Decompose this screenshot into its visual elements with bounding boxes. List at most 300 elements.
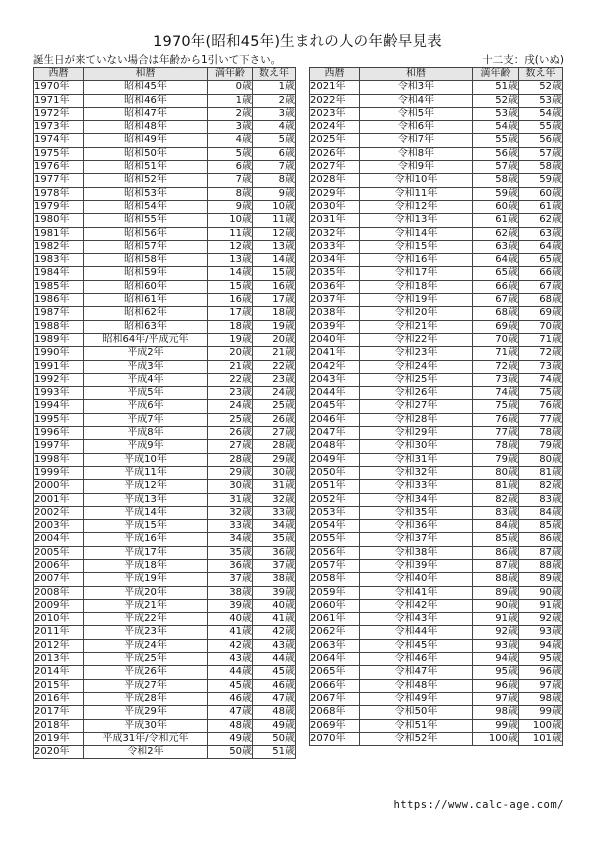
cell-mannen: 58歳 [473,174,519,187]
cell-wareki: 令和24年 [360,360,473,373]
cell-wareki: 令和29年 [360,427,473,440]
cell-seireki: 2027年 [310,161,360,174]
cell-mannen: 100歳 [473,732,519,745]
table-row [34,147,296,160]
cell-kazoe: 9歳 [253,187,296,200]
cell-seireki: 2010年 [34,613,84,626]
table-row [34,573,296,586]
cell-mannen: 68歳 [473,307,519,320]
cell-kazoe: 76歳 [519,400,563,413]
table-row [310,81,563,94]
cell-kazoe: 15歳 [253,267,296,280]
cell-wareki: 令和20年 [360,307,473,320]
cell-mannen: 98歳 [473,706,519,719]
cell-kazoe: 70歳 [519,320,563,333]
table-row [310,639,563,652]
cell-wareki: 令和39年 [360,559,473,572]
table-row [34,161,296,174]
cell-seireki: 2041年 [310,347,360,360]
table-row [34,94,296,107]
cell-seireki: 2026年 [310,147,360,160]
cell-seireki: 2069年 [310,719,360,732]
cell-kazoe: 42歳 [253,626,296,639]
table-row [34,520,296,533]
cell-seireki: 2039年 [310,320,360,333]
cell-kazoe: 75歳 [519,387,563,400]
cell-seireki: 2014年 [34,666,84,679]
table-row [310,240,563,253]
cell-wareki: 令和50年 [360,706,473,719]
cell-seireki: 2045年 [310,400,360,413]
cell-wareki: 昭和57年 [84,240,208,253]
cell-seireki: 2061年 [310,613,360,626]
table-row [310,413,563,426]
table-row [310,692,563,705]
cell-wareki: 平成26年 [84,666,208,679]
cell-mannen: 91歳 [473,613,519,626]
cell-mannen: 41歳 [208,626,253,639]
cell-wareki: 平成24年 [84,639,208,652]
cell-seireki: 2011年 [34,626,84,639]
cell-wareki: 令和33年 [360,480,473,493]
cell-wareki: 令和9年 [360,161,473,174]
cell-kazoe: 89歳 [519,573,563,586]
table-row [310,280,563,293]
cell-kazoe: 83歳 [519,493,563,506]
cell-kazoe: 56歳 [519,134,563,147]
cell-mannen: 4歳 [208,134,253,147]
cell-kazoe: 30歳 [253,466,296,479]
cell-mannen: 72歳 [473,360,519,373]
header-wareki: 和暦 [360,68,473,81]
cell-mannen: 60歳 [473,200,519,213]
cell-mannen: 54歳 [473,121,519,134]
cell-seireki: 2054年 [310,520,360,533]
cell-wareki: 平成29年 [84,706,208,719]
cell-seireki: 1979年 [34,200,84,213]
table-row [310,134,563,147]
cell-seireki: 1985年 [34,280,84,293]
cell-wareki: 令和6年 [360,121,473,134]
cell-seireki: 1982年 [34,240,84,253]
cell-wareki: 令和31年 [360,453,473,466]
table-row [310,161,563,174]
cell-seireki: 2022年 [310,94,360,107]
cell-seireki: 2063年 [310,639,360,652]
cell-seireki: 2055年 [310,533,360,546]
cell-mannen: 29歳 [208,466,253,479]
cell-seireki: 1987年 [34,307,84,320]
table-row [34,546,296,559]
cell-kazoe: 14歳 [253,254,296,267]
cell-kazoe: 41歳 [253,613,296,626]
cell-seireki: 2036年 [310,280,360,293]
cell-mannen: 99歳 [473,719,519,732]
table-row [34,307,296,320]
cell-seireki: 1993年 [34,387,84,400]
cell-mannen: 82歳 [473,493,519,506]
table-row [310,546,563,559]
cell-mannen: 49歳 [208,732,253,745]
cell-wareki: 令和51年 [360,719,473,732]
footer-url-link[interactable]: https://www.calc-age.com/ [393,799,564,811]
cell-mannen: 27歳 [208,440,253,453]
cell-mannen: 1歳 [208,94,253,107]
table-row [34,214,296,227]
cell-mannen: 77歳 [473,427,519,440]
cell-seireki: 1988年 [34,320,84,333]
cell-mannen: 26歳 [208,427,253,440]
cell-seireki: 2053年 [310,506,360,519]
cell-seireki: 2029年 [310,187,360,200]
cell-kazoe: 40歳 [253,599,296,612]
cell-wareki: 令和19年 [360,294,473,307]
table-row [310,360,563,373]
table-row [34,480,296,493]
cell-seireki: 1994年 [34,400,84,413]
cell-kazoe: 31歳 [253,480,296,493]
table-row [310,347,563,360]
cell-kazoe: 46歳 [253,679,296,692]
cell-kazoe: 87歳 [519,546,563,559]
cell-seireki: 2043年 [310,373,360,386]
cell-wareki: 平成25年 [84,653,208,666]
cell-mannen: 36歳 [208,559,253,572]
table-row [34,413,296,426]
cell-seireki: 2008年 [34,586,84,599]
cell-kazoe: 49歳 [253,719,296,732]
cell-seireki: 2044年 [310,387,360,400]
cell-seireki: 2068年 [310,706,360,719]
cell-seireki: 2012年 [34,639,84,652]
cell-wareki: 平成14年 [84,506,208,519]
cell-wareki: 昭和46年 [84,94,208,107]
cell-seireki: 1976年 [34,161,84,174]
cell-seireki: 2040年 [310,333,360,346]
cell-wareki: 平成13年 [84,493,208,506]
table-body-right [310,81,563,746]
cell-kazoe: 100歳 [519,719,563,732]
table-row [34,134,296,147]
cell-kazoe: 16歳 [253,280,296,293]
cell-mannen: 42歳 [208,639,253,652]
cell-seireki: 1999年 [34,466,84,479]
cell-mannen: 56歳 [473,147,519,160]
cell-seireki: 2066年 [310,679,360,692]
cell-mannen: 61歳 [473,214,519,227]
cell-kazoe: 77歳 [519,413,563,426]
cell-kazoe: 5歳 [253,134,296,147]
cell-kazoe: 74歳 [519,373,563,386]
table-row [310,427,563,440]
table-row [310,480,563,493]
cell-mannen: 45歳 [208,679,253,692]
cell-mannen: 84歳 [473,520,519,533]
table-row [34,280,296,293]
cell-kazoe: 92歳 [519,613,563,626]
cell-kazoe: 39歳 [253,586,296,599]
cell-kazoe: 69歳 [519,307,563,320]
table-row [34,613,296,626]
table-row [34,174,296,187]
cell-kazoe: 8歳 [253,174,296,187]
table-row [34,506,296,519]
page-title: 1970年(昭和45年)生まれの人の年齢早見表 [153,34,442,50]
cell-mannen: 64歳 [473,254,519,267]
table-row [34,121,296,134]
table-row [310,333,563,346]
cell-seireki: 1983年 [34,254,84,267]
header-seireki: 西暦 [310,68,360,81]
age-table-left [33,67,296,759]
cell-mannen: 65歳 [473,267,519,280]
cell-mannen: 57歳 [473,161,519,174]
cell-seireki: 1970年 [34,81,84,94]
cell-mannen: 3歳 [208,121,253,134]
header-seireki: 西暦 [34,68,84,81]
cell-wareki: 平成18年 [84,559,208,572]
cell-mannen: 86歳 [473,546,519,559]
cell-wareki: 平成10年 [84,453,208,466]
cell-seireki: 2013年 [34,653,84,666]
cell-wareki: 昭和64年/平成元年 [84,333,208,346]
cell-mannen: 83歳 [473,506,519,519]
cell-wareki: 令和26年 [360,387,473,400]
cell-mannen: 76歳 [473,413,519,426]
cell-mannen: 70歳 [473,333,519,346]
cell-seireki: 2016年 [34,692,84,705]
table-row [310,453,563,466]
cell-kazoe: 32歳 [253,493,296,506]
cell-wareki: 令和34年 [360,493,473,506]
cell-wareki: 令和46年 [360,653,473,666]
cell-kazoe: 80歳 [519,453,563,466]
table-row [34,81,296,94]
cell-seireki: 2033年 [310,240,360,253]
table-body-left [34,81,296,759]
cell-wareki: 昭和61年 [84,294,208,307]
cell-mannen: 75歳 [473,400,519,413]
cell-seireki: 1991年 [34,360,84,373]
cell-seireki: 2038年 [310,307,360,320]
cell-kazoe: 24歳 [253,387,296,400]
cell-wareki: 昭和55年 [84,214,208,227]
cell-seireki: 1971年 [34,94,84,107]
cell-kazoe: 96歳 [519,666,563,679]
cell-seireki: 2003年 [34,520,84,533]
cell-mannen: 63歳 [473,240,519,253]
cell-kazoe: 22歳 [253,360,296,373]
cell-kazoe: 10歳 [253,200,296,213]
table-row [34,533,296,546]
cell-mannen: 59歳 [473,187,519,200]
cell-seireki: 2059年 [310,586,360,599]
cell-kazoe: 45歳 [253,666,296,679]
cell-kazoe: 97歳 [519,679,563,692]
cell-mannen: 78歳 [473,440,519,453]
cell-kazoe: 54歳 [519,107,563,120]
cell-wareki: 令和28年 [360,413,473,426]
cell-wareki: 令和42年 [360,599,473,612]
table-row [310,679,563,692]
cell-wareki: 平成19年 [84,573,208,586]
cell-seireki: 2015年 [34,679,84,692]
cell-kazoe: 21歳 [253,347,296,360]
cell-mannen: 48歳 [208,719,253,732]
cell-wareki: 令和35年 [360,506,473,519]
cell-kazoe: 63歳 [519,227,563,240]
cell-mannen: 35歳 [208,546,253,559]
cell-kazoe: 7歳 [253,161,296,174]
cell-wareki: 平成4年 [84,373,208,386]
cell-seireki: 1977年 [34,174,84,187]
cell-wareki: 令和36年 [360,520,473,533]
cell-seireki: 2070年 [310,732,360,745]
cell-wareki: 昭和63年 [84,320,208,333]
cell-seireki: 1986年 [34,294,84,307]
cell-seireki: 2018年 [34,719,84,732]
cell-wareki: 令和32年 [360,466,473,479]
cell-wareki: 平成30年 [84,719,208,732]
table-row [34,746,296,759]
cell-kazoe: 90歳 [519,586,563,599]
cell-kazoe: 37歳 [253,559,296,572]
cell-kazoe: 71歳 [519,333,563,346]
cell-wareki: 平成11年 [84,466,208,479]
table-row [310,440,563,453]
cell-wareki: 昭和58年 [84,254,208,267]
table-row [310,666,563,679]
table-row [310,320,563,333]
cell-seireki: 1980年 [34,214,84,227]
table-row [310,493,563,506]
cell-mannen: 37歳 [208,573,253,586]
table-row [34,666,296,679]
cell-mannen: 95歳 [473,666,519,679]
cell-wareki: 令和13年 [360,214,473,227]
table-row [34,599,296,612]
cell-seireki: 2000年 [34,480,84,493]
cell-mannen: 39歳 [208,599,253,612]
cell-wareki: 令和2年 [84,746,208,759]
table-row [34,706,296,719]
table-header-row [310,68,563,81]
cell-mannen: 93歳 [473,639,519,652]
cell-mannen: 7歳 [208,174,253,187]
cell-seireki: 2064年 [310,653,360,666]
cell-wareki: 昭和60年 [84,280,208,293]
cell-mannen: 50歳 [208,746,253,759]
cell-kazoe: 82歳 [519,480,563,493]
table-row [310,307,563,320]
cell-kazoe: 47歳 [253,692,296,705]
cell-seireki: 2023年 [310,107,360,120]
cell-mannen: 62歳 [473,227,519,240]
cell-wareki: 昭和52年 [84,174,208,187]
cell-wareki: 令和40年 [360,573,473,586]
table-row [310,732,563,745]
cell-seireki: 2057年 [310,559,360,572]
cell-kazoe: 12歳 [253,227,296,240]
table-row [34,586,296,599]
cell-wareki: 昭和49年 [84,134,208,147]
cell-wareki: 令和41年 [360,586,473,599]
table-row [310,107,563,120]
cell-mannen: 24歳 [208,400,253,413]
cell-wareki: 平成9年 [84,440,208,453]
cell-kazoe: 52歳 [519,81,563,94]
cell-seireki: 2035年 [310,267,360,280]
table-row [310,214,563,227]
cell-kazoe: 38歳 [253,573,296,586]
cell-kazoe: 81歳 [519,466,563,479]
cell-seireki: 2006年 [34,559,84,572]
cell-wareki: 平成8年 [84,427,208,440]
cell-wareki: 平成27年 [84,679,208,692]
cell-wareki: 令和49年 [360,692,473,705]
cell-kazoe: 3歳 [253,107,296,120]
cell-wareki: 令和47年 [360,666,473,679]
cell-mannen: 0歳 [208,81,253,94]
table-row [34,719,296,732]
table-row [310,613,563,626]
cell-seireki: 1978年 [34,187,84,200]
cell-kazoe: 27歳 [253,427,296,440]
table-row [34,347,296,360]
cell-seireki: 1972年 [34,107,84,120]
cell-kazoe: 99歳 [519,706,563,719]
cell-kazoe: 61歳 [519,200,563,213]
cell-kazoe: 78歳 [519,427,563,440]
cell-kazoe: 85歳 [519,520,563,533]
cell-mannen: 5歳 [208,147,253,160]
table-row [310,506,563,519]
cell-kazoe: 35歳 [253,533,296,546]
cell-mannen: 94歳 [473,653,519,666]
cell-mannen: 55歳 [473,134,519,147]
cell-seireki: 2048年 [310,440,360,453]
cell-seireki: 1973年 [34,121,84,134]
cell-kazoe: 2歳 [253,94,296,107]
table-row [34,187,296,200]
table-row [310,267,563,280]
cell-wareki: 平成20年 [84,586,208,599]
cell-wareki: 令和37年 [360,533,473,546]
table-row [310,599,563,612]
cell-mannen: 53歳 [473,107,519,120]
cell-wareki: 令和23年 [360,347,473,360]
cell-seireki: 2009年 [34,599,84,612]
cell-wareki: 昭和56年 [84,227,208,240]
table-row [34,294,296,307]
cell-kazoe: 72歳 [519,347,563,360]
cell-mannen: 80歳 [473,466,519,479]
table-row [310,706,563,719]
cell-wareki: 平成7年 [84,413,208,426]
header-mannen: 満年齢 [208,68,253,81]
cell-kazoe: 33歳 [253,506,296,519]
cell-seireki: 1997年 [34,440,84,453]
cell-kazoe: 62歳 [519,214,563,227]
cell-seireki: 2024年 [310,121,360,134]
cell-mannen: 2歳 [208,107,253,120]
cell-seireki: 2021年 [310,81,360,94]
cell-kazoe: 95歳 [519,653,563,666]
cell-kazoe: 1歳 [253,81,296,94]
cell-mannen: 19歳 [208,333,253,346]
cell-wareki: 昭和51年 [84,161,208,174]
table-row [310,653,563,666]
